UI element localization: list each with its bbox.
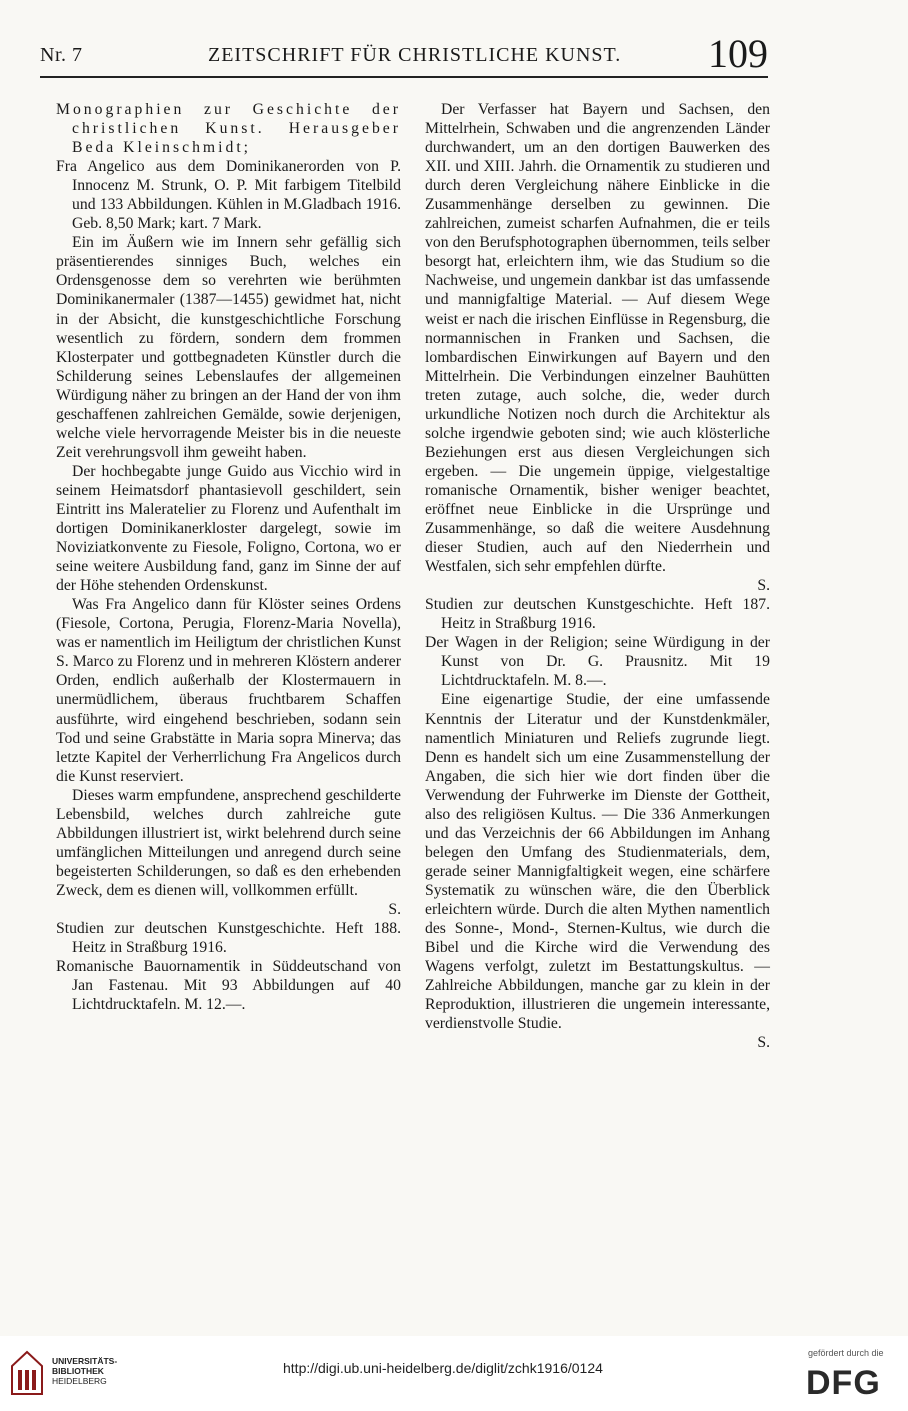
right-column — [425, 100, 770, 1052]
series-title: Studien zur deutschen Kunstgeschichte. Heft 188. Heitz in Straßburg 1916. — [56, 920, 401, 957]
funding-note: gefördert durch die — [808, 1348, 884, 1358]
page-header — [40, 31, 768, 76]
left-column — [56, 100, 401, 1014]
issue-number: Nr. 7 — [40, 44, 83, 66]
page-number: 109 — [708, 31, 768, 76]
book-entry-fra-angelico: Fra Angelico aus dem Dominikanerorden von P. Innocenz M. Strunk, O. P. Mit farbigem Titelbild und 133 Abbildungen. Kühlen in M.Gladbach 1916. Geb. 8,50 Mark; kart. 7 Mark. — [56, 158, 401, 233]
review-paragraph: Eine eigenartige Studie, der eine umfassende Kenntnis der Literatur und der Kunstdenkmäler, namentlich Miniaturen und Reliefs zugrunde liegt. Denn es handelt sich um eine Zusammenstellung der Angaben, die sich hier wie dort finden über die Verwendung der Fuhrwerke im Dienste der Gottheit, also des religiösen Kultus. — Die 336 Anmerkungen und das Verzeichnis der 66 Abbildungen im Anhang belegen den Umfang des Studienmaterials, dem, gerade seiner Mannigfaltigkeit wegen, eine schärfere Systematik zu wünschen wäre, die den Überblick erleichtern würde. Durch die alten Mythen namentlich des Sonne-, Mond-, Sternen-Kultus, wie durch die Bibel und die Kirche wird die Verwendung des Wagens verfolgt, zuletzt im Bestattungskultus. — Zahlreiche Abbildungen, manche gar zu klein in der Reproduktion, illustrieren die ungemein interessante, verdienstvolle Studie. — [425, 691, 770, 1033]
review-paragraph: Der hochbegabte junge Guido aus Vicchio wird in seinem Heimatsdorf phantasievoll geschildert, sein Eintritt ins Maleratelier zu Florenz und Aufenthalt im dortigen Dominikanerkloster dargelegt, sowie im Noviziatkonvente zu Fiesole, Foligno, Cortona, wo er seine weitere Ausbildung fand, ganz im Sinne der auf der Höhe stehenden Ordenskunst. — [56, 462, 401, 595]
series-title: Studien zur deutschen Kunstgeschichte. Heft 187. Heitz in Straßburg 1916. — [425, 596, 770, 633]
review-paragraph: Ein im Äußern wie im Innern sehr gefällig sich präsentierendes sinniges Buch, welches ein Ordensgenosse dem so verehrten wie berühmten Dominikanermaler (1387—1455) gewidmet hat, nicht in der Absicht, die kunstgeschichtliche Forschung wesentlich zu fördern, sondern dem frommen Klosterpater und gottbegnadeten Künstler durch die Schilderung seines Lebenslaufes der allgemeinen Würdigung näher zu bringen an der Hand der von ihm geschaffenen zahlreichen Gemälde, sowie derjenigen, welche viele hervorragende Meister bis in die neueste Zeit verehrungsvoll ihm geweiht haben. — [56, 234, 401, 461]
reviewer-signature: S. — [388, 900, 401, 918]
digitization-footer — [0, 1336, 908, 1411]
reviewer-signature: S. — [757, 1034, 770, 1052]
permalink-url[interactable]: http://digi.ub.uni-heidelberg.de/diglit/zchk1916/0124 — [283, 1360, 603, 1376]
review-paragraph: Dieses warm empfundene, ansprechend geschilderte Lebensbild, welches durch zahlreiche gute Abbildungen illustriert ist, wirkt belehrend durch seine umfänglichen Mitteilungen und anregend durch seine begeisterten Schilderungen, so daß es den erhebenden Zweck, dem es dienen will, vollkommen erfüllt. — [56, 786, 401, 899]
review-paragraph: Der Verfasser hat Bayern und Sachsen, den Mittelrhein, Schwaben und die angrenzenden Länder durchwandert, um an den dortigen Bauwerken des XII. und XIII. Jahrh. die Ornamentik zu studieren und durch deren Vergleichung nähere Einblicke in die Zusammenhänge derselben zu gewinnen. Die zahlreichen, zumeist scharfen Aufnahmen, die er teils von den Berufsphotographen übernommen, teils selber besorgt hat, erleichtern ihm, wie das Studium so die Nachweise, und ungemein dankbar ist das umfassende und mannigfaltige Material. — Auf diesem Wege weist er nach die irischen Einflüsse in Regensburg, die normannischen in Franken und Sachsen, die lombardischen Einwirkungen auf Bayern und den Mittelrhein. Die Verbindungen einzelner Bauhütten treten zutage, auch solche, die, weder durch urkundliche Notizen noch durch die Architektur als solche irgendwie geboten sind; wie auch klösterliche Beziehungen erst aus diesen Vergleichungen sich ergeben. — Die ungemein üppige, vielgestaltige romanische Ornamentik, bisher weniger beachtet, eröffnet neue Einblicke in die Ursprünge und Zusammenhänge, so daß die weitere Ausdehnung dieser Studien, auch auf den Niederrhein und Westfalen, sich sehr empfehlen dürfte. — [425, 101, 770, 576]
review-paragraph: Was Fra Angelico dann für Klöster seines Ordens (Fiesole, Cortona, Perugia, Florenz-Maria Novella), was er namentlich im Heiligtum der christlichen Kunst S. Marco zu Florenz und in mehreren Klöstern anderer Orden, endlich außerhalb der Klostermauern in unermüdlichem, überaus fruchtbarem Schaffen ausführte, wird eingehend beschrieben, sodann sein Tod und seine Grabstätte in Maria sopra Minerva; das letzte Kapitel der Verherrlichung Fra Angelicos durch die Kunst reserviert. — [56, 596, 401, 785]
journal-title: ZEITSCHRIFT FÜR CHRISTLICHE KUNST. — [208, 44, 622, 66]
dfg-logo: DFG — [806, 1364, 881, 1402]
book-entry-bauornamentik: Romanische Bauornamentik in Süddeutschand von Jan Fastenau. Mit 93 Abbildungen auf 40 Lichtdrucktafeln. M. 12.—. — [56, 958, 401, 1014]
header-rule — [40, 76, 768, 78]
book-entry-wagen: Der Wagen in der Religion; seine Würdigung in der Kunst von Dr. G. Prausnitz. Mit 19 Lichtdrucktafeln. M. 8.—. — [425, 634, 770, 690]
reviewer-signature: S. — [757, 577, 770, 595]
library-name: UNIVERSITÄTS- BIBLIOTHEK HEIDELBERG — [52, 1356, 118, 1386]
series-title: Monographien zur Geschichte der christlichen Kunst. Herausgeber Beda Kleinschmidt; — [56, 101, 401, 157]
library-logo-icon — [10, 1350, 44, 1396]
